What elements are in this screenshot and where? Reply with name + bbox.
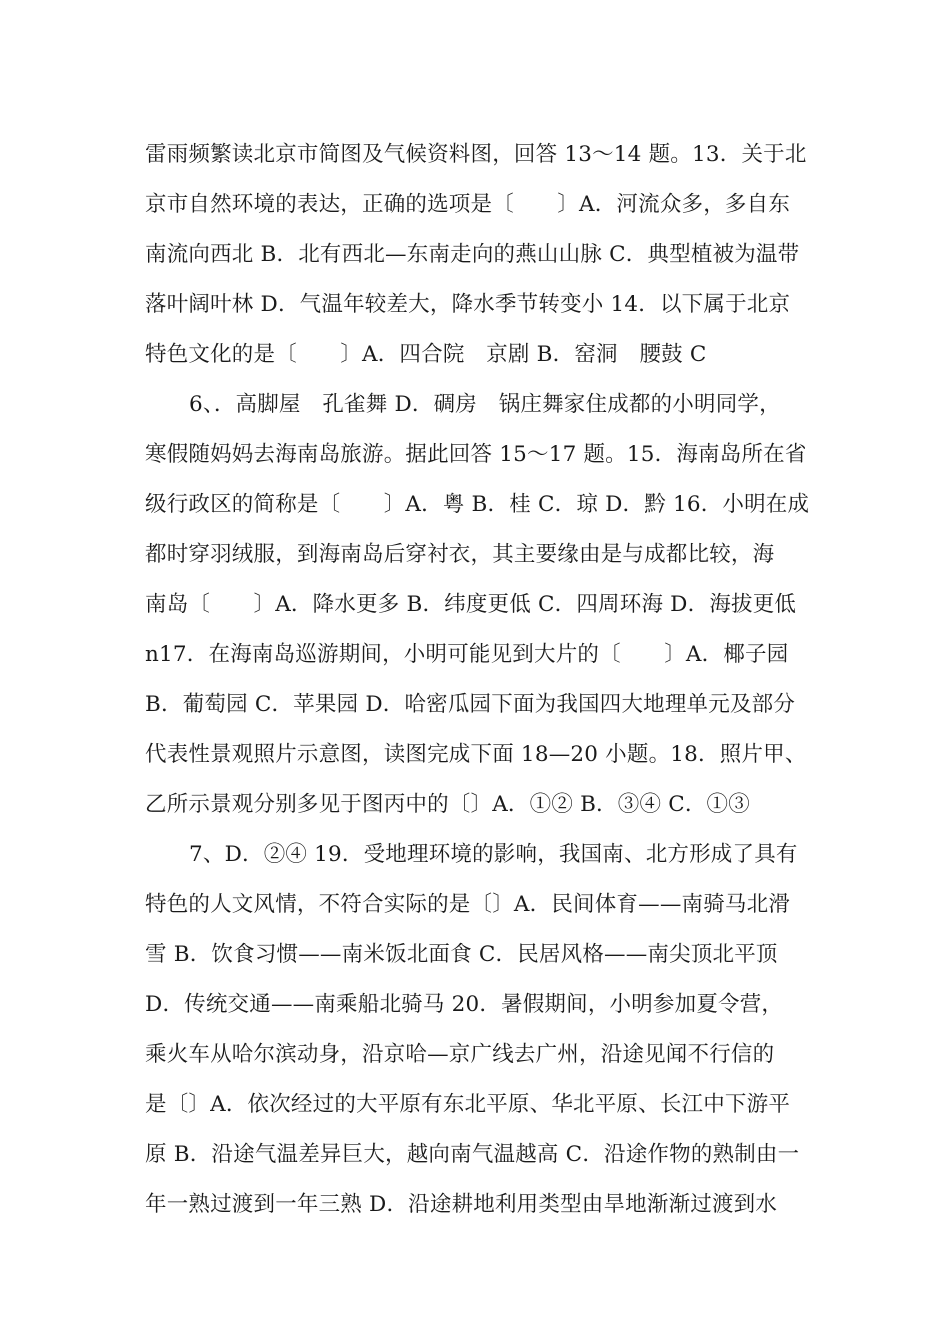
text-line: 落叶阔叶林 D．气温年较差大，降水季节转变小 14．以下属于北京 (145, 292, 791, 317)
text-line: 乘火车从哈尔滨动身，沿京哈—京广线去广州，沿途见闻不行信的 (145, 1042, 775, 1067)
text-line: 代表性景观照片示意图，读图完成下面 18—20 小题。18．照片甲、 (145, 742, 807, 767)
text-line: B．葡萄园 C．苹果园 D．哈密瓜园下面为我国四大地理单元及部分 (145, 692, 796, 717)
text-line: 寒假随妈妈去海南岛旅游。据此回答 15～17 题。15．海南岛所在省 (145, 442, 807, 467)
text-line: 特色文化的是〔 〕A．四合院 京剧 B．窑洞 腰鼓 C (145, 342, 707, 367)
text-line: 是〔〕A．依次经过的大平原有东北平原、华北平原、长江中下游平 (145, 1092, 791, 1117)
text-line: n17．在海南岛巡游期间，小明可能见到大片的〔 〕A．椰子园 (145, 642, 789, 667)
text-line: 6、．高脚屋 孔雀舞 D．碉房 锅庄舞家住成都的小明同学， (189, 392, 781, 417)
text-line: 7、D．②④ 19．受地理环境的影响，我国南、北方形成了具有 (189, 842, 798, 867)
text-line: 京市自然环境的表达，正确的选项是〔 〕A．河流众多，多自东 (145, 192, 791, 217)
text-line: D．传统交通——南乘船北骑马 20．暑假期间，小明参加夏令营， (145, 992, 784, 1017)
text-line: 都时穿羽绒服，到海南岛后穿衬衣，其主要缘由是与成都比较，海 (145, 542, 775, 567)
text-line: 年一熟过渡到一年三熟 D．沿途耕地利用类型由旱地渐渐过渡到水 (145, 1192, 778, 1217)
text-line: 乙所示景观分别多见于图丙中的〔〕A．①② B．③④ C．①③ (145, 792, 750, 817)
text-line: 雷雨频繁读北京市简图及气候资料图，回答 13～14 题。13．关于北 (145, 142, 807, 167)
text-line: 级行政区的简称是〔 〕A．粤 B．桂 C．琼 D．黔 16．小明在成 (145, 492, 810, 517)
text-line: 雪 B．饮食习惯——南米饭北面食 C．民居风格——南尖顶北平顶 (145, 942, 778, 967)
text-line: 南岛〔 〕A．降水更多 B．纬度更低 C．四周环海 D．海拔更低 (145, 592, 797, 617)
text-line: 南流向西北 B．北有西北—东南走向的燕山山脉 C．典型植被为温带 (145, 242, 800, 267)
text-line: 原 B．沿途气温差异巨大，越向南气温越高 C．沿途作物的熟制由一 (145, 1142, 800, 1167)
text-line: 特色的人文风情，不符合实际的是〔〕A．民间体育——南骑马北滑 (145, 892, 791, 917)
body-text (145, 130, 815, 1230)
